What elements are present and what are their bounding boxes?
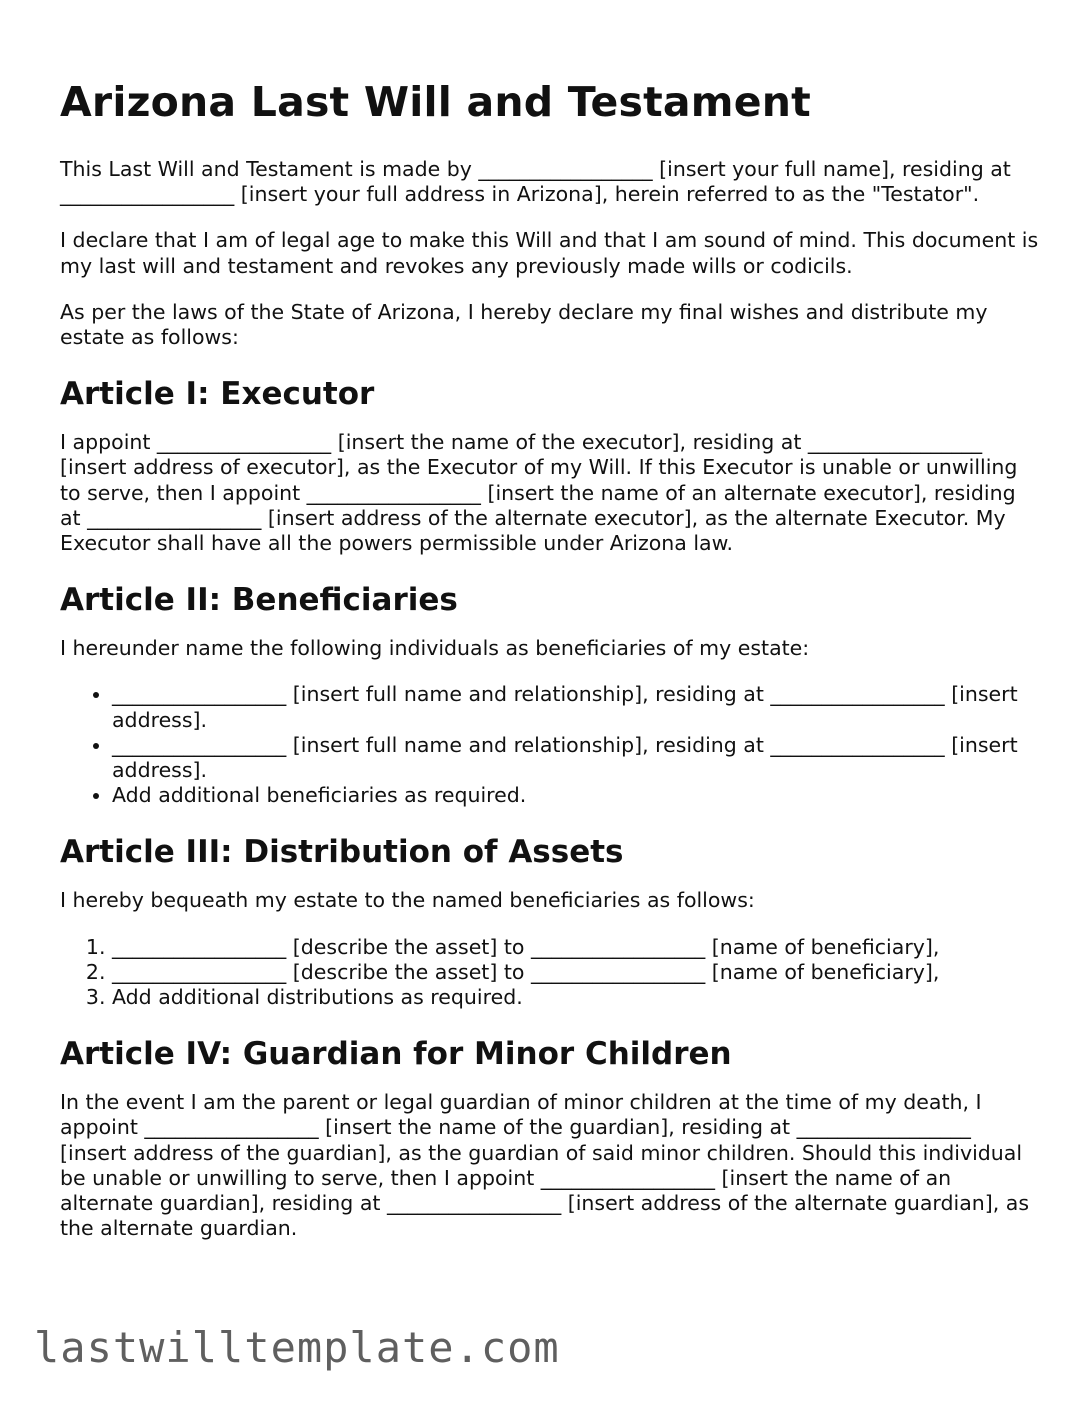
document-title: Arizona Last Will and Testament — [60, 78, 811, 126]
article-2-text: I hereunder name the following individuals as beneficiaries of my estate: — [60, 636, 810, 661]
list-item: 2. _________________ [describe the asset] to _________________ [name of beneficiary], — [112, 960, 1040, 985]
list-item: • Add additional beneficiaries as required. — [112, 783, 1040, 808]
article-4-heading: Article IV: Guardian for Minor Children — [60, 1036, 732, 1073]
list-item: 3. Add additional distributions as required. — [112, 985, 1040, 1010]
list-item: 1. _________________ [describe the asset] to _________________ [name of beneficiary], — [112, 935, 1040, 960]
article-2-heading: Article II: Beneficiaries — [60, 582, 458, 619]
intro-paragraph-3: As per the laws of the State of Arizona, I hereby declare my final wishes and distribute my estate as follows: — [60, 299, 988, 350]
article-3-text: I hereby bequeath my estate to the named beneficiaries as follows: — [60, 888, 755, 913]
article-4-text: In the event I am the parent or legal guardian of minor children at the time of my death, I appoint _________________ [insert the name of the guardian], residing at _________________ [insert address of the guardian], as the guardian of said minor children. Should this individual be unable or unwilling to serve, then I appoint _________________ [insert the name of an alternate guardian], residing at _________________ [insert address of the alternate guardian], as the alternate guardian. — [60, 1090, 1030, 1241]
document-page — [60, 76, 1040, 1262]
intro-paragraph-2: I declare that I am of legal age to make this Will and that I am sound of mind. This document is my last will and testament and revokes any previously made wills or codicils. — [60, 228, 1039, 278]
distribution-list — [60, 935, 1040, 1011]
article-1-heading: Article I: Executor — [60, 376, 375, 413]
list-item: • _________________ [insert full name and relationship], residing at _________________ [insert address]. — [112, 682, 1040, 732]
beneficiaries-list — [60, 682, 1040, 808]
article-3-heading: Article III: Distribution of Assets — [60, 834, 624, 871]
watermark: lastwilltemplate.com — [34, 1323, 560, 1372]
article-1-text: I appoint _________________ [insert the name of the executor], residing at _________________ [insert address of executor], as the Executor of my Will. If this Executor is unable or unwilling to serve, then I appoint _________________ [insert the name of an alternate executor], residing at _________________ [insert address of the alternate executor], as the alternate Executor. My Executor shall have all the powers permissible under Arizona law. — [60, 430, 1018, 556]
list-item: • _________________ [insert full name and relationship], residing at _________________ [insert address]. — [112, 733, 1040, 783]
intro-paragraph-1: This Last Will and Testament is made by _________________ [insert your full name], residing at _________________ [insert your full address in Arizona], herein referred to as the "Testator". — [60, 157, 1011, 207]
